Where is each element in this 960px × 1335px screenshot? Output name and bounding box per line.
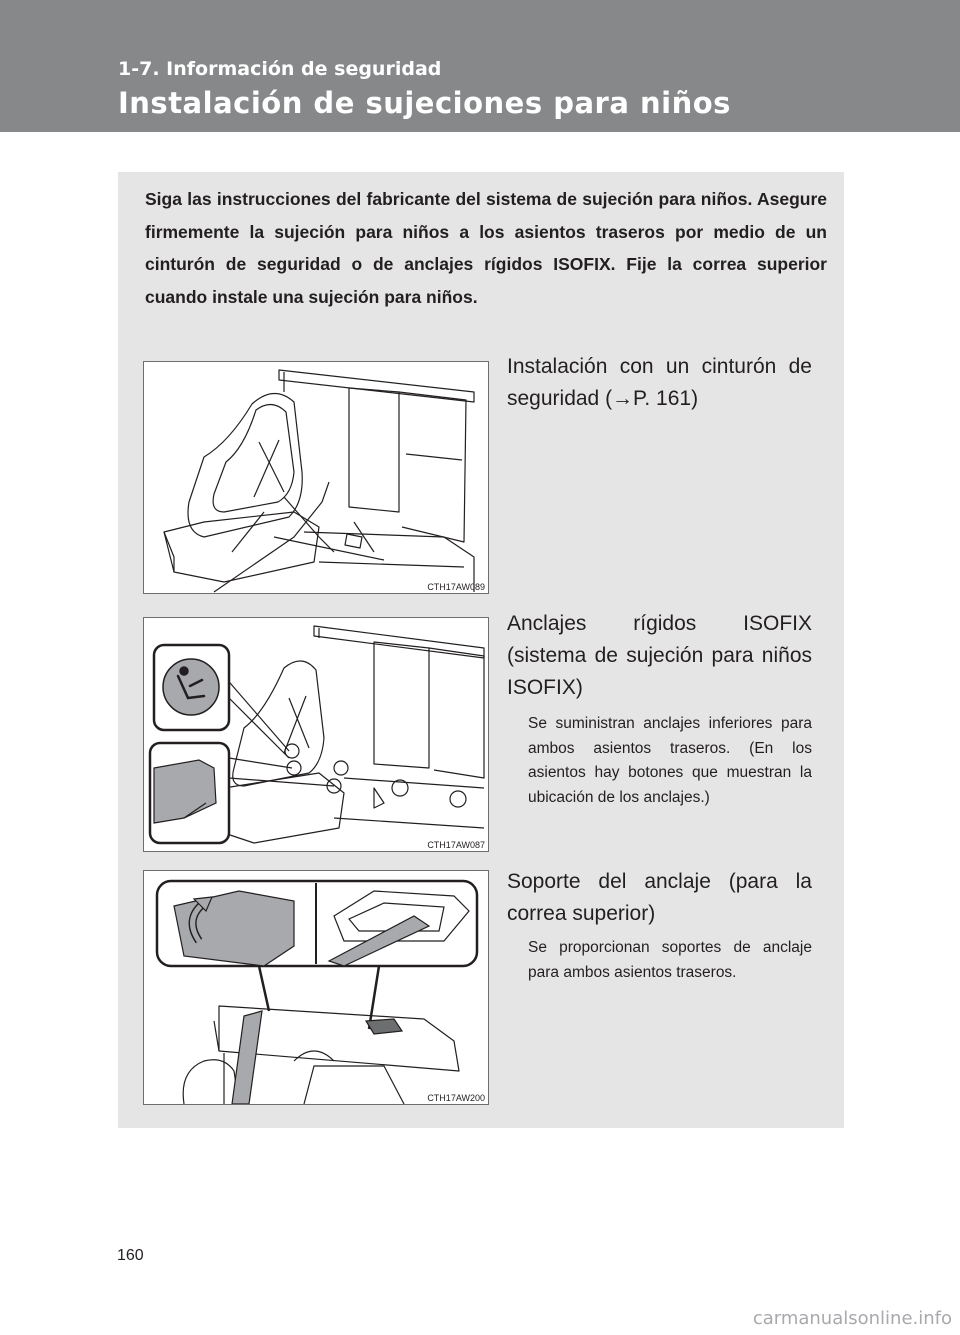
intro-text: Siga las instrucciones del fabricante del sistema de sujeción para niños. Asegure firmemente la sujeción para niños a los asientos traseros por medio de un cinturón de seguridad o de anclajes rígidos ISOFIX. Fije la correa superior cuando instale una sujeción para niños.	[145, 189, 827, 307]
figure-isofix	[143, 617, 489, 852]
item-text-tether: Se proporcionan soportes de anclaje para ambos asientos traseros.	[528, 939, 812, 981]
item-heading-seatbelt: Instalación con un cinturón de seguridad (→P. 161)	[507, 355, 812, 410]
figure-code: CTH17AW089	[427, 582, 485, 592]
isofix-anchors-illustration	[144, 618, 488, 851]
figure-tether-anchor	[143, 870, 489, 1105]
figure-seatbelt-install	[143, 361, 489, 594]
watermark: carmanualsonline.info	[752, 1308, 952, 1329]
figure-code: CTH17AW087	[427, 840, 485, 850]
section-label: 1-7. Información de seguridad	[118, 58, 442, 80]
page-title: Instalación de sujeciones para niños	[118, 86, 731, 120]
child-seat-seatbelt-illustration	[144, 362, 488, 593]
figure-code: CTH17AW200	[427, 1093, 485, 1103]
item-text-isofix: Se suministran anclajes inferiores para ambos asientos traseros. (En los asientos hay botones que muestran la ubicación de los anclajes.)	[528, 715, 812, 806]
page-number: 160	[117, 1247, 144, 1264]
page-header	[0, 0, 960, 132]
tether-anchor-illustration	[144, 871, 488, 1104]
item-heading-tether: Soporte del anclaje (para la correa superior)	[507, 870, 812, 925]
item-heading-isofix: Anclajes rígidos ISOFIX (sistema de sujeción para niños ISOFIX)	[507, 612, 812, 699]
